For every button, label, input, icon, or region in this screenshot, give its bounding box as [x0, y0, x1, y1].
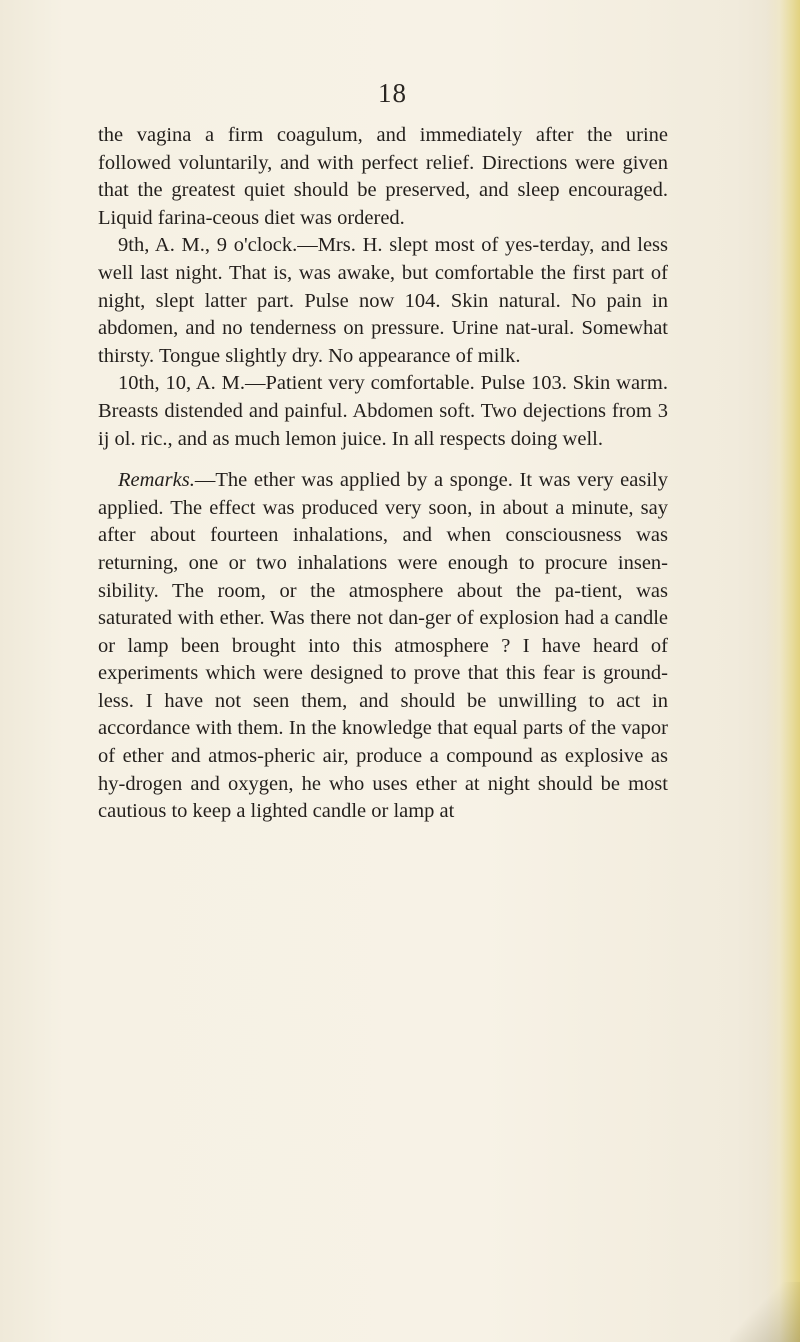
- remarks-label: Remarks.: [118, 469, 195, 492]
- page-edge: [766, 0, 800, 1342]
- paragraph-10th: 10th, 10, A. M.—Patient very comfortable. Pulse 103. Skin warm. Breasts distended and painful. Abdomen soft. Two dejections from 3 ij ol. ric., and as much lemon juice. In all respects doing well.: [98, 372, 668, 450]
- remarks-text: —The ether was applied by a sponge. It was very easily applied. The effect was produced very soon, in about a minute, say after about fourteen inhalations, and when consciousness was returning, one or two inhalations were enough to procure insen-sibility. The room, or the atmosphere about the pa-tient, was saturated with ether. Was there not dan-ger of explosion had a candle or lamp been brought into this atmosphere ? I have heard of experiments which were designed to prove that this fear is ground-less. I have not seen them, and should be unwilling to act in accordance with them. In the knowledge that equal parts of the vapor of ether and atmos-pheric air, produce a compound as explosive as hy-drogen and oxygen, he who uses ether at night should be most cautious to keep a lighted candle or lamp at: [98, 469, 668, 823]
- paragraph-continuation: the vagina a firm coagulum, and immediately after the urine followed voluntarily, and with perfect relief. Directions were given that the greatest quiet should be preserved, and sleep encouraged. Liquid farina-ceous diet was ordered.: [98, 124, 668, 229]
- paragraph-9th: 9th, A. M., 9 o'clock.—Mrs. H. slept most of yes-terday, and less well last night. That is, was awake, but comfortable the first part of night, slept latter part. Pulse now 104. Skin natural. No pain in abdomen, and no tenderness on pressure. Urine nat-ural. Somewhat thirsty. Tongue slightly dry. No appearance of milk.: [98, 234, 668, 367]
- body-text: [98, 122, 668, 826]
- page-corner-shadow: [730, 1282, 800, 1342]
- paragraph-remarks: [98, 467, 668, 826]
- page-number: 18: [378, 78, 407, 108]
